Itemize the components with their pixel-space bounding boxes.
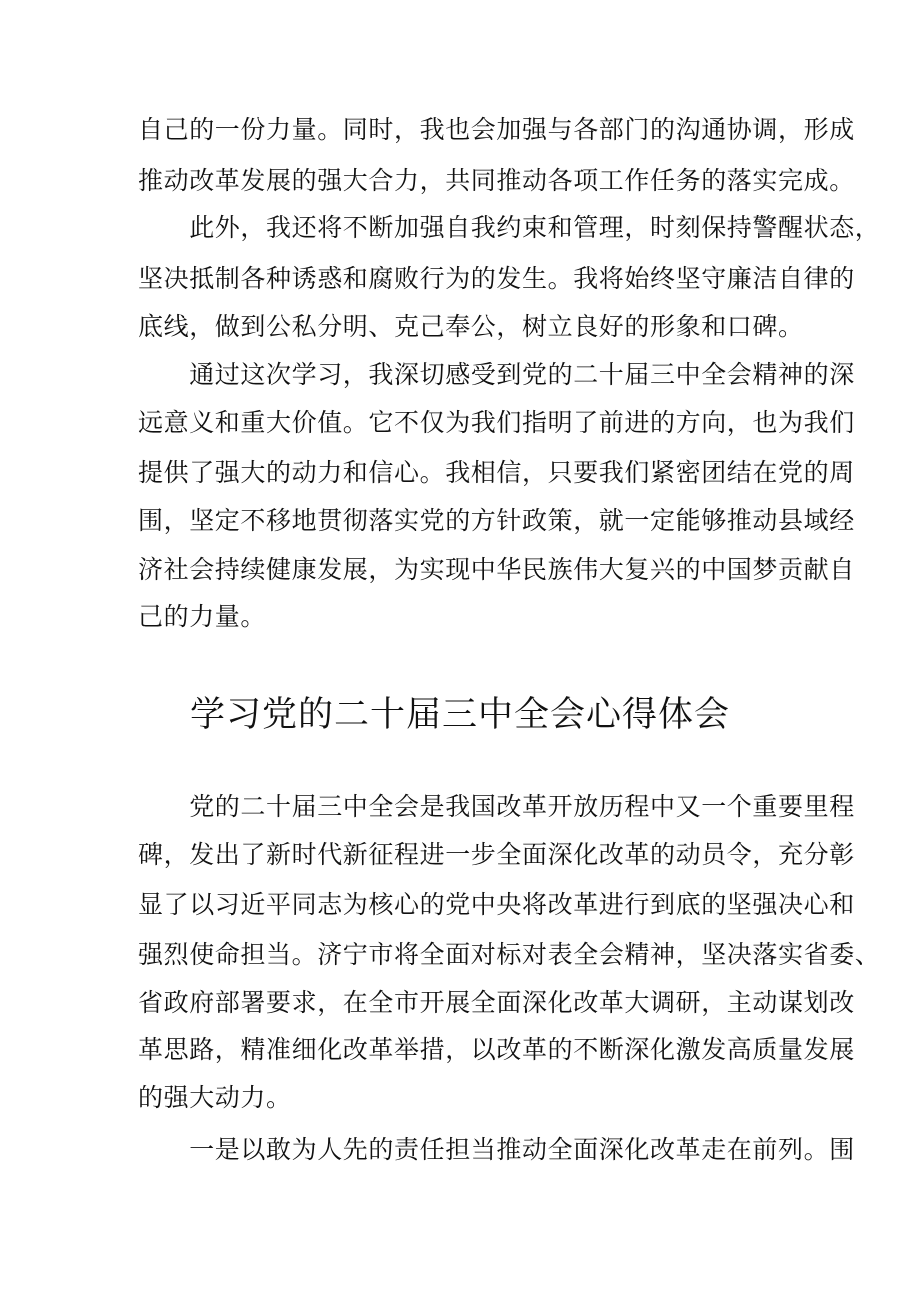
body-text-line: 通过这次学习，我深切感受到党的二十届三中全会精神的深: [138, 360, 855, 389]
body-text-line: 济社会持续健康发展，为实现中华民族伟大复兴的中国梦贡献自: [138, 555, 855, 584]
body-text-line: 底线，做到公私分明、克己奉公，树立良好的形象和口碑。: [138, 312, 804, 341]
body-text-line: 显了以习近平同志为核心的党中央将改革进行到底的坚强决心和: [138, 890, 855, 919]
body-text-line: 碑，发出了新时代新征程进一步全面深化改革的动员令，充分彰: [138, 840, 855, 869]
body-text-line: 一是以敢为人先的责任担当推动全面深化改革走在前列。围: [138, 1135, 855, 1164]
body-text-line: 己的力量。: [138, 602, 267, 631]
body-text-line: 提供了强大的动力和信心。我相信，只要我们紧密团结在党的周: [138, 458, 855, 487]
body-text-line: 此外，我还将不断加强自我约束和管理，时刻保持警醒状态，: [138, 213, 881, 242]
body-text-line: 的强大动力。: [138, 1083, 292, 1112]
body-text-line: 坚决抵制各种诱惑和腐败行为的发生。我将始终坚守廉洁自律的: [138, 264, 855, 293]
body-text-line: 远意义和重大价值。它不仅为我们指明了前进的方向，也为我们: [138, 408, 855, 437]
body-text-line: 自己的一份力量。同时，我也会加强与各部门的沟通协调，形成: [138, 115, 855, 144]
body-text-line: 省政府部署要求，在全市开展全面深化改革大调研，主动谋划改: [138, 988, 855, 1017]
document-title: 学习党的二十届三中全会心得体会: [189, 695, 730, 735]
body-text-line: 推动改革发展的强大合力，共同推动各项工作任务的落实完成。: [138, 166, 855, 195]
body-text-line: 革思路，精准细化改革举措，以改革的不断深化激发高质量发展: [138, 1035, 855, 1064]
body-text-line: 围，坚定不移地贯彻落实党的方针政策，就一定能够推动县域经: [138, 506, 855, 535]
body-text-line: 强烈使命担当。济宁市将全面对标对表全会精神，坚决落实省委、: [138, 940, 881, 969]
body-text-line: 党的二十届三中全会是我国改革开放历程中又一个重要里程: [138, 792, 855, 821]
